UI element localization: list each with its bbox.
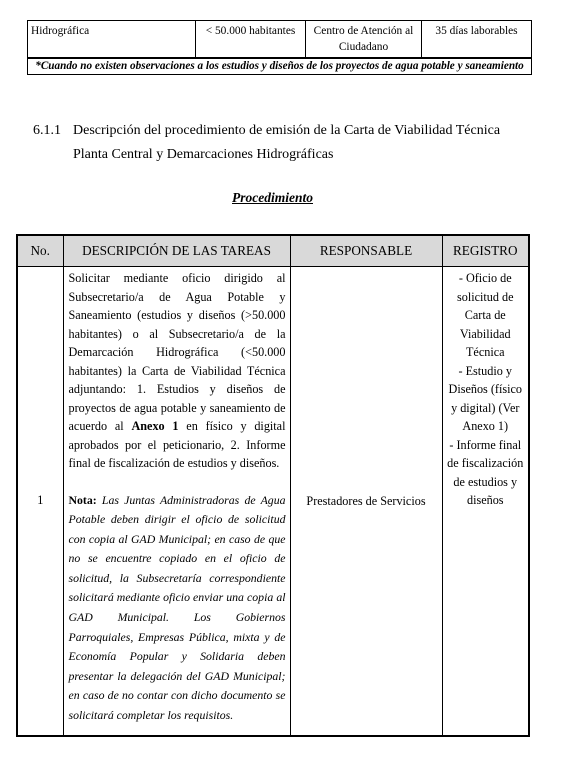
section-title-line1: Descripción del procedimiento de emisión de la Carta de Viabilidad Técnica <box>73 123 501 138</box>
task-description-text: Solicitar mediante oficio dirigido al Subsecretario/a de Agua Potable y Saneamiento (estudios y diseños (>50.000 habitantes) o al Subsecretario/a de la Demarcación Hidrográfica (<50.000 habitantes) la Carta de Viabilidad Técnica adjuntando: 1. Estudios y diseños de proyectos de agua potable y saneamiento de acuerdo al Anexo 1 en físico y digital aprobados por el peticionario, 2. Informe final de fiscalización de estudios y diseños. <box>68 271 286 470</box>
responsible-cell: Prestadores de Servicios <box>290 267 442 736</box>
table-row <box>28 58 532 75</box>
table-note: *Cuando no existen observaciones a los estudios y diseños de los proyectos de agua potable y saneamiento <box>28 58 532 75</box>
registro-cell <box>442 267 529 736</box>
procedure-table <box>16 234 530 737</box>
column-header-registro: REGISTRO <box>442 235 529 267</box>
column-header-responsible: RESPONSABLE <box>290 235 442 267</box>
table-header-row <box>17 235 529 267</box>
column-header-description: DESCRIPCIÓN DE LAS TAREAS <box>63 235 290 267</box>
table-cell: Hidrográfica <box>28 21 196 59</box>
table-row <box>17 267 529 736</box>
section-number: 6.1.1 <box>33 123 61 138</box>
registro-item: - Informe final de fiscalización de estudios y diseños <box>447 437 524 507</box>
top-table <box>27 20 532 75</box>
procedure-title: Procedimiento <box>232 190 313 205</box>
section-heading <box>33 119 533 167</box>
annex-reference: Anexo 1 <box>131 419 179 433</box>
registro-item: - Oficio de solicitud de Carta de Viabilidad Técnica <box>456 271 514 359</box>
table-cell: < 50.000 habitantes <box>196 21 306 59</box>
column-header-no: No. <box>17 235 63 267</box>
registro-item: - Estudio y Diseños (físico y digital) (Ver Anexo 1) <box>448 363 522 433</box>
table-row <box>28 21 532 59</box>
table-cell: Centro de Atención al Ciudadano <box>306 21 422 59</box>
note-label: Nota: <box>68 492 97 507</box>
table-cell: 35 días laborables <box>422 21 532 59</box>
task-note: Nota: Las Juntas Administradoras de Agua Potable deben dirigir el oficio de solicitud con copia al GAD Municipal; en caso de que no se encuentre copiado en el oficio de solicitud, la Subsecretaría correspondiente solicitará mediante oficio enviar una copia al GAD Municipal. Los Gobiernos Parroquiales, Empresas Pública, mixta y de Economía Popular y Solidaria deben presentar la delegación del GAD Municipal; en caso de no contar con dicho documento se solicitará completar los requisitos. <box>68 492 286 723</box>
section-title-line2: Planta Central y Demarcaciones Hidrográficas <box>73 147 334 162</box>
row-number: 1 <box>17 267 63 736</box>
task-description <box>63 267 290 736</box>
